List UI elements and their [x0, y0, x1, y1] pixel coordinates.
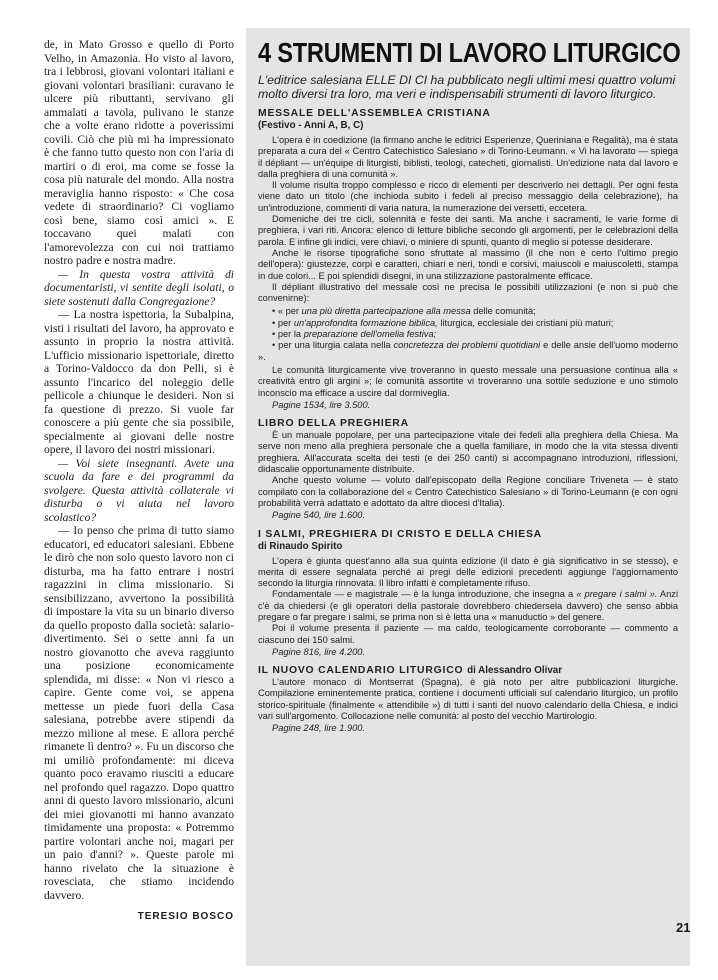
paragraph-text: Fondamentale — e magistrale — è la lunga introduzione, che insegna a	[272, 589, 577, 600]
paragraph-emphasis: « pregare i salmi ».	[576, 589, 658, 600]
bullet-item	[258, 306, 678, 317]
section-paragraph	[258, 589, 678, 623]
section-heading-calendario	[258, 665, 678, 677]
interview-paragraph: — Io penso che prima di tutto siamo educatori, ed educatori salesiani. Ebbene le dirò che non solo questo lavoro non ci disturba, ma ha fatto entrare i nostri ragazzini in clima missionario. Si sensibilizzano, avvertono la possibilità di impostare la vita su un binario diverso da quello proposto dalla società: salario-divertimento. Sei o sette anni fa un nostro giovanotto che aveva raggiunto una posizione economicamente splendida, mi disse: « Non vi riesco a capire. Gente come voi, se appena mettesse un piede fuori della Casa salesiana, potrebbe avere stipendi da mezzo milione al mese. E allora perché rimanete lì dentro? ». Fu un discorso che mi umiliò profondamente: mi diceva quanto poco eravamo riusciti a educare nel profondo quel ragazzo. Dopo quattro anni di questo lavoro missionario, alcuni dei miei giovanotti mi hanno avanzato timidamente una proposta: « Potremmo partire volontari anche noi, magari per un paio d'anni? ». Queste parole mi hanno rivelato che la situazione è rovesciata, che stiamo incidendo davvero.	[44, 524, 234, 902]
section-heading-salmi: I SALMI, PREGHIERA DI CRISTO E DELLA CHIESA	[258, 528, 542, 540]
section-paragraph: Domeniche dei tre cicli, solennità e feste dei santi. Ma anche i sacramenti, le varie forme di preghiera, i vari riti. Ancora: elenco di letture bibliche secondo gli argomenti, per le celebrazioni della parola. E infine gli indici, vere chiavi, o miniere di spunti, quanto di meglio si potesse desiderare.	[258, 214, 678, 247]
interview-column	[44, 38, 234, 924]
section-paragraph: L'opera è in coedizione (la firmano anche le editrici Esperienze, Queriniana e Regalità), ma è stata preparata a cura del « Centro Catechistico Salesiano » di Torino-Leumann. « Vi ha lavorato — spiega il dépliant — un'équipe di liturgisti, biblisti, teologi, catecheti, giornalisti. Un'edizione nata dal lavoro e dalla preghiera di una comunità ».	[258, 135, 678, 179]
paragraph-text: Anzi c'è da chiedersi (e gli operatori della pastorale dovrebbero chiedersela davvero) che senso abbia pregare o far pregare i salmi, se prima non si è letta una « manuductio » del genere.	[258, 589, 679, 622]
page-number: 21	[676, 920, 691, 935]
interview-question: — Voi siete insegnanti. Avete una scuola da fare e dei programmi da svolgere. Questa attività collaterale vi disturba o vi aiuta nel lavoro scolastico?	[44, 456, 234, 524]
section-author-salmi: di Rinaudo Spirito	[258, 540, 343, 552]
section-subheading-messale: (Festivo - Anni A, B, C)	[258, 120, 364, 131]
bullet-emphasis: una più diretta partecipazione alla messa	[301, 306, 471, 317]
section-paragraph: Il volume risulta troppo complesso e ricco di elementi per descriverlo nei dettagli. Per ogni festa viene dato un titolo (che inchioda subito i fedeli al preciso messaggio della celebrazione), ha un'introduzione, commenti di varia natura, la numerazione dei versetti, eccetera.	[258, 180, 678, 213]
section-paragraph: Le comunità liturgicamente vive troveranno in questo messale una persuasione continua alla « creatività entro gli argini »; le comunità assortite vi troveranno una sottile seduzione e uno stimolo inconscio ma efficace a uscire dal dormiveglia.	[258, 364, 678, 398]
sidebar-intro: L'editrice salesiana ELLE DI CI ha pubblicato negli ultimi mesi quattro volumi molto diversi tra loro, ma veri e indispensabili strumenti di lavoro liturgico.	[258, 73, 676, 101]
price-line: Pagine 248, lire 1.900.	[272, 723, 366, 734]
bullet-emphasis: concretezza dei problemi quotidiani	[393, 340, 541, 351]
price-line: Pagine 540, lire 1.600.	[272, 510, 366, 521]
author-signature: TERESIO BOSCO	[137, 911, 234, 922]
bullet-emphasis: preparazione dell'omelia festiva;	[303, 329, 437, 340]
bullet-text: • « per	[272, 306, 302, 317]
section-paragraph: L'autore monaco di Montserrat (Spagna), è già noto per altre pubblicazioni liturgiche. Compilazione eminentemente pratica, contiene i documenti ufficiali sul calendario liturgico, un profilo storico-spirituale (finalmente « attendibile ») di tutti i santi del nuovo calendario della Chiesa, e indici vari sull'argomento. Collocazione nelle comunità: al posto del vecchio Martirologio.	[258, 677, 678, 722]
price-line: Pagine 816, lire 4.200.	[272, 646, 366, 657]
interview-paragraph: — La nostra ispettoria, la Subalpina, visti i risultati del lavoro, ha approvato e assunto in proprio la nostra attività. L'ufficio missionario ispettoriale, diretto a Torino-Valdocco da don Pelli, si è assunto l'incarico del noleggio delle pellicole a chiunque le desideri. Non si fa questione di prezzo. Si vuole far conoscere a più gente che sia possibile, specialmente ai giovani delle nostre opere, il lavoro dei nostri missionari.	[44, 308, 234, 456]
bullet-text: • per una liturgia calata nella	[272, 340, 394, 351]
bullet-text: • per la	[272, 329, 304, 340]
bullet-emphasis: un'approfondita formazione biblica,	[293, 317, 438, 328]
liturgical-tools-sidebar	[258, 37, 681, 735]
section-paragraph: Anche le risorse tipografiche sono sfruttate al massimo (il che non è certo l'ultimo pregio dell'opera): giustezze, corpi e caratteri, chiari e neri, tondi e corsivi, maiuscoli e maiuscoletti, stampa in due colori... E poi splendidi disegni, in una stilizzazione pastoralmente efficace.	[258, 247, 678, 281]
interview-question: — In questa vostra attività di documentaristi, vi sentite degli isolati, o siete sostenuti dalla Congregazione?	[44, 267, 234, 308]
section-heading-libro: LIBRO DELLA PREGHIERA	[258, 418, 409, 430]
section-paragraph: Il dépliant illustrativo del messale così ne precisa le possibili utilizzazioni (e non si può che convenirne):	[258, 281, 678, 304]
bullet-text: • per	[272, 317, 294, 328]
bullet-text: delle comunità;	[470, 306, 536, 317]
section-paragraph: L'opera è giunta quest'anno alla sua quinta edizione (il dato è già significativo in se stesso), e merita di essere segnalata perché ai pregi delle edizioni precedenti aggiunge l'aggiornamento secondo la liturgia rinnovata. Il libro infatti è completamente rifuso.	[258, 555, 678, 589]
bullet-item	[258, 318, 678, 329]
section-paragraph: È un manuale popolare, per una partecipazione vitale dei fedeli alla preghiera della Chiesa. Ma serve non meno alla preghiera personale che a quella familiare, in modo che la vita stessa diventi preghiera. All'accurata scelta dei testi (e dei 250 canti) si accompagnano introduzioni, riflessioni, didascalie opportunamente distribuite.	[258, 430, 678, 475]
price-line: Pagine 1534, lire 3.500.	[272, 399, 371, 410]
sidebar-title: 4 STRUMENTI DI LAVORO LITURGICO	[258, 37, 681, 68]
bullet-item	[258, 340, 678, 363]
bullet-text: liturgica, ecclesiale dei cristiani più maturi;	[437, 317, 614, 328]
section-heading-messale: MESSALE DELL'ASSEMBLEA CRISTIANA	[258, 108, 491, 119]
section-paragraph: Poi il volume presenta il paziente — ma caldo, teologicamente corroborante — commento a ciascuno dei 150 salmi.	[258, 623, 678, 645]
heading-title: IL NUOVO CALENDARIO LITURGICO	[258, 665, 464, 677]
interview-paragraph: de, in Mato Grosso e quello di Porto Velho, in Amazonia. Ho visto al lavoro, tra i lebbrosi, giovani volontari italiani e giovani volontari brasiliani: curavano le ulcere più ributtanti, servivano gli ammalati a tavola, pulivano le stanze che a volte erano ridotte a poverissimi covili. Ciò che più mi ha impressionato è che fanno tutto questo non con l'aria di martiri o di eroi, ma come se fosse la cosa più naturale del mondo. Alla nostra meraviglia hanno risposto: « Che cosa vedete di straordinario? Ci vogliamo così bene, siamo così amici ». E toccavano quei malati con l'amorevolezza con cui noi trattiamo nostro padre e nostra madre.	[44, 38, 234, 267]
section-paragraph: Anche questo volume — voluto dall'episcopato della Regione conciliare Triveneta — è stato compilato con la collaborazione del « Centro Catechistico Salesiano » di Torino-Leumann (e con ogni probabilità verrà adattato e adottato da altre diocesi d'Italia).	[258, 475, 678, 508]
heading-author: di Alessandro Olivar	[467, 665, 563, 677]
bullet-item	[258, 329, 678, 340]
bullet-text: e delle ansie dell'uomo moderno ».	[258, 340, 678, 362]
